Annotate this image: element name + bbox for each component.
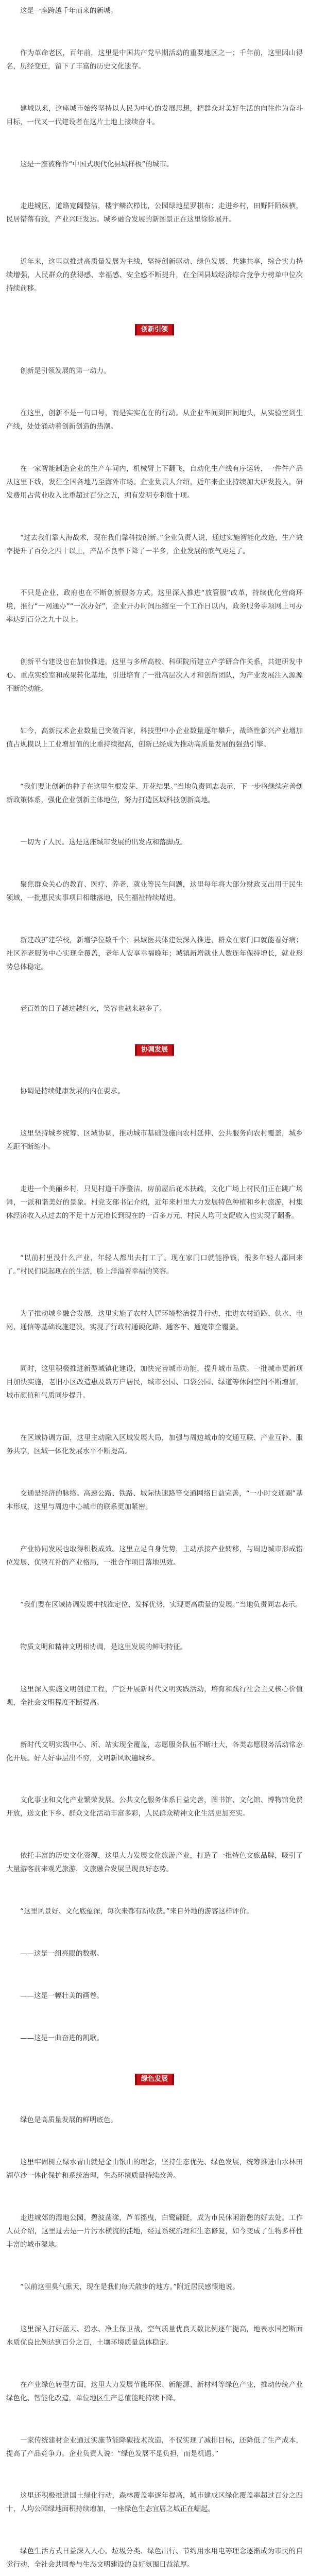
paragraph: 建城以来，这座城市始终坚持以人民为中心的发展思想，把群众对美好生活的向往作为奋斗目标，一代又一代建设者在这片土地上接续奋斗。 [6,104,303,126]
paragraph: ——这是一幅壮美的画卷。 [20,1991,104,2000]
paragraph: “我们要让创新的种子在这里生根发芽、开花结果。”当地负责同志表示，下一步将继续完善创新政策体系，强化企业创新主体地位，努力打造区域科技创新高地。 [6,783,303,805]
paragraph: 产业协同发展也取得积极成效。这里立足自身优势，主动承接产业转移，与周边城市形成错位发展、优势互补的产业格局，一批合作项目落地见效。 [6,1545,303,1567]
paragraph: 走进城区，道路宽阔整洁，楼宇鳞次栉比，公园绿地星罗棋布；走进乡村，田野阡陌纵横，民居错落有致，产业兴旺发达。城乡融合发展的新图景正在这里徐徐展开。 [6,202,303,224]
paragraph: “我们要在区域协调发展中找准定位、发挥优势，实现更高质量的发展。”当地负责同志表示。 [20,1600,302,1609]
paragraph: 这里牢固树立绿水青山就是金山银山的理念，坚持生态优先、绿色发展，统筹推进山水林田湖草沙一体化保护和系统治理，生态环境质量持续改善。 [6,2158,303,2180]
paragraph: 这里还积极推进国土绿化行动，森林覆盖率逐年提高，城市建成区绿化覆盖率超过百分之四十，人均公园绿地面积持续增加，一座绿色生态宜居之城正在崛起。 [6,2492,303,2514]
paragraph: 依托丰富的历史文化资源，这里大力发展文化旅游产业，打造了一批特色文旅品牌，吸引了大量游客前来观光旅游，文旅融合发展呈现良好态势。 [6,1852,303,1874]
paragraph: 为了推动城乡融合发展，这里实施了农村人居环境整治提升行动，推进农村道路、供水、电网、通信等基础设施建设，实现了行政村通硬化路、通客车、通宽带全覆盖。 [6,1309,303,1331]
paragraph: “这里风景好、文化底蕴深，每次来都有新收获。”来自外地的游客这样评价。 [20,1907,253,1916]
paragraph: 不只是企业，政府也在不断创新服务方式。这里深入推进“放管服”改革，持续优化营商环境，推行“一网通办”“一次办好”，企业开办时间压缩至一个工作日以内，政务服务事项网上可办率达到百分之九十以上。 [6,589,303,624]
paragraph: 新建改扩建学校，新增学位数千个；县域医共体建设深入推进，群众在家门口就能看好病；社区养老服务中心实现全覆盖，老年人安享幸福晚年；城镇新增就业人数连年保持增长，就业形势总体稳定。 [6,936,303,971]
section-heading: 协调发展 [135,1044,174,1056]
paragraph: 绿色生活方式日益深入人心。垃圾分类、绿色出行、节约用水用电等理念逐渐成为市民的自觉行动，全社会共同参与生态文明建设的良好氛围日益浓厚。 [6,2547,303,2569]
paragraph: 一家传统建材企业通过实施节能降碳技术改造，不仅实现了减排目标，还降低了生产成本，提高了产品竞争力。企业负责人说：“绿色发展不是负担，而是机遇。” [6,2436,303,2458]
paragraph: 创新平台建设也在加快推进。这里与多所高校、科研院所建立产学研合作关系，共建研发中心、重点实验室和成果转化基地，引进培育了一批高层次人才和创新团队，为产业发展注入源源不断的动能。 [6,658,303,693]
section-heading: 创新引领 [135,324,174,335]
paragraph: 一切为了人民。这是这座城市发展的出发点和落脚点。 [20,838,187,846]
paragraph: “过去我们靠人海战术，现在我们靠科技创新。”企业负责人说，通过实施智能化改造，生产效率提升了百分之四十以上，产品不良率下降了一半多，企业发展的底气更足了。 [6,533,303,555]
paragraph: “以前村里没什么产业，年轻人都出去打工了。现在家门口就能挣钱，很多年轻人都回来了。”村民们说起现在的生活，脸上洋溢着幸福的笑容。 [6,1253,303,1276]
paragraph: “以前这里臭气熏天，现在是我们每天散步的地方。”附近居民感慨地说。 [20,2282,239,2291]
paragraph: 在这里，创新不是一句口号，而是实实在在的行动。从企业车间到田间地头，从实验室到生产线，处处涌动着创新创造的热潮。 [6,409,303,431]
paragraph: 交通是经济的脉络。高速公路、铁路、城际快速路等交通网络日益完善，“一小时交通圈”基本形成，这里与周边中心城市的联系更加紧密。 [6,1489,303,1512]
paragraph: 新时代文明实践中心、所、站实现全覆盖，志愿服务队伍不断壮大，各类志愿服务活动常态化开展。好人好事层出不穷，文明新风吹遍城乡。 [6,1740,303,1762]
paragraph: 这里坚持城乡统筹、区域协调，推动城市基础设施向农村延伸、公共服务向农村覆盖，城乡差距不断缩小。 [6,1129,303,1151]
paragraph: 如今，高新技术企业数量已突破百家，科技型中小企业数量逐年攀升，战略性新兴产业增加值占规模以上工业增加值的比重持续提高，创新已经成为推动高质量发展的强劲引擎。 [6,727,303,749]
paragraph: 走进一个美丽乡村，只见村道干净整洁，房前屋后花木扶疏，文化广场上村民们正在跳广场舞，一派和谐美好的景象。村党支部书记介绍，近年来村里大力发展特色种植和乡村旅游，村集体经济收入从过去的不足十万元增长到现在的一百多万元，村民人均可支配收入也实现了翻番。 [6,1184,303,1220]
paragraph: 聚焦群众关心的教育、医疗、养老、就业等民生问题，这里每年将大部分财政支出用于民生领域，一批惠民实事项目相继落地，民生福祉持续增进。 [6,880,303,902]
paragraph: 这里深入实施文明创建工程，广泛开展新时代文明实践活动，培育和践行社会主义核心价值观，全社会文明程度不断提高。 [6,1685,303,1707]
paragraph: 在区域协调方面，这里主动融入区域发展大局，加强与周边城市的交通互联、产业互补、服务共享，区域一体化发展水平不断提高。 [6,1434,303,1456]
paragraph: 文化事业和文化产业繁荣发展。公共文化服务体系日益完善，图书馆、文化馆、博物馆免费开放，送文化下乡、群众文化活动丰富多彩，人民群众精神文化生活更加充实。 [6,1796,303,1818]
paragraph: 创新是引领发展的第一动力。 [20,367,111,376]
paragraph: 绿色是高质量发展的鲜明底色。 [20,2116,117,2125]
paragraph: 这是一座跨越千年而来的新城。 [20,7,117,15]
section-heading: 绿色发展 [135,2074,174,2085]
paragraph: 作为革命老区，百年前，这里是中国共产党早期活动的重要地区之一；千年前，这里因山得名，历经变迁，留下了丰富的历史文化遗存。 [6,48,303,71]
paragraph: 老百姓的日子越过越红火，笑容也越来越多了。 [20,1005,166,1013]
paragraph: ——这是一曲奋进的凯歌。 [20,2033,104,2042]
paragraph: 在产业绿色转型方面，这里大力发展节能环保、新能源、新材料等绿色产业，推动传统产业绿色化、智能化改造，单位地区生产总值能耗持续下降。 [6,2380,303,2402]
paragraph: 物质文明和精神文明相协调，是这里发展的鲜明特征。 [20,1642,187,1651]
paragraph: 同时，这里积极推进新型城镇化建设，加快完善城市功能，提升城市品质。一批城市更新项目加快实施，老旧小区改造惠及数万户居民，城市公园、口袋公园、绿道等休闲空间不断增加，城市颜值和气质同步提升。 [6,1365,303,1400]
paragraph: 走进城郊的湿地公园，碧波荡漾，芦苇摇曳，白鹭翩跹，成为市民休闲游憩的好去处。工作人员介绍，这里过去是一片污水横流的洼地，经过系统治理和生态修复，如今变成了生物多样性丰富的城市湿地。 [6,2214,303,2249]
paragraph: 这是一座被称作“中国式现代化县域样板”的城市。 [20,160,174,168]
paragraph: 这里深入打好蓝天、碧水、净土保卫战，空气质量优良天数比例逐年提高，地表水国控断面水质优良比例达到百分之百，土壤环境质量总体稳定。 [6,2325,303,2347]
paragraph: 在一家智能制造企业的生产车间内，机械臂上下翻飞，自动化生产线有序运转，一件件产品从这里下线，发往全国各地乃至海外市场。企业负责人介绍，近年来企业持续加大研发投入，研发费用占营业收入比重超过百分之五，拥有发明专利数十项。 [6,464,303,500]
paragraph: 协调是持续健康发展的内在要求。 [20,1087,125,1096]
paragraph: ——这是一组亮眼的数据。 [20,1949,104,1958]
paragraph: 近年来，这里以推进高质量发展为主线，坚持创新驱动、绿色发展、共建共享，综合实力持续增强，人民群众的获得感、幸福感、安全感不断提升，在全国县域经济综合竞争力榜单中位次持续前移。 [6,258,303,293]
